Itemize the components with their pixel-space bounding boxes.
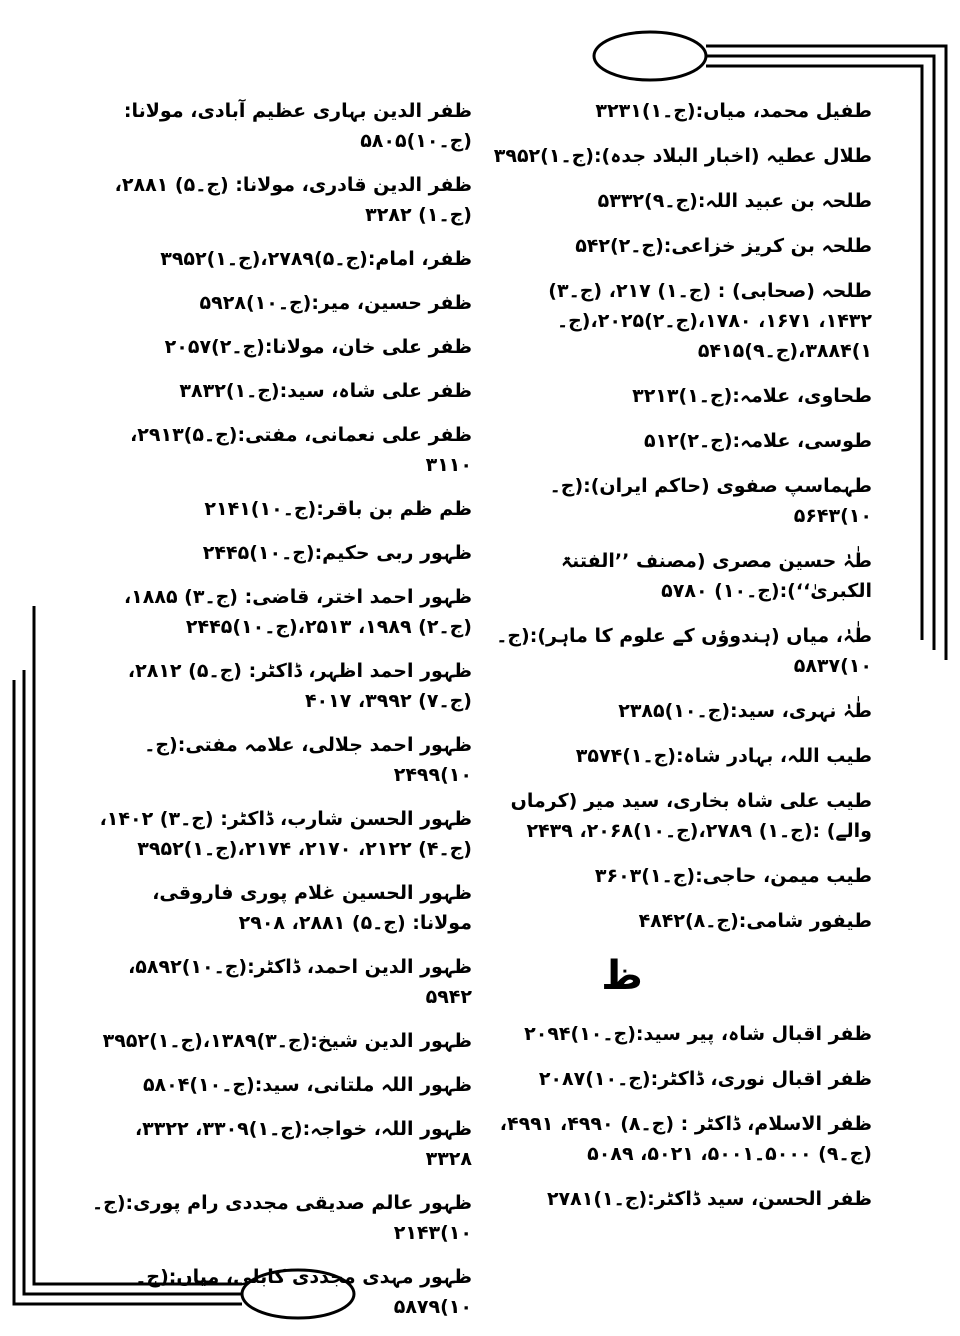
index-entry: طیب میمن، حاجی:(ج۔۱)۳۶۰۳ [594,865,872,887]
index-column-left [92,96,472,1336]
index-entry: ظفر علی خان، مولانا:(ج۔۲)۲۰۵۷ [164,336,472,358]
index-entry: طٰہٰ حسین مصری (مصنف ’’الفتنۃ الکبریٰ‘‘):(ج۔۱۰) ۵۷۸۰ [560,550,872,602]
index-entry: طوسی، علامہ:(ج۔۲)۵۱۲ [643,430,872,452]
index-entry: ظفر، امام:(ج۔۵)۲۷۸۹،(ج۔۱)۳۹۵۲ [160,248,472,270]
index-entry: ظہور احمد جلالی، علامہ مفتی:(ج۔۱۰)۲۴۹۹ [144,734,472,786]
index-entry: طیب علی شاہ بخاری، سید میر (کرماں والے) :(ج۔۱) ۲۷۸۹،(ج۔۱۰)۲۰۶۸، ۲۴۳۹ [510,790,872,842]
index-entry: ظفر اقبال نوری، ڈاکٹر:(ج۔۱۰)۲۰۸۷ [538,1068,872,1090]
index-entry: طلال عطیہ (اخبار البلاد جدہ):(ج۔۱)۳۹۵۲ [493,145,872,167]
index-entry: ظہور احمد اختر، قاضی: (ج۔۳) ۱۸۸۵، (ج۔۲) ۱۹۸۹، ۲۵۱۳،(ج۔۱۰)۲۴۴۵ [123,586,472,638]
index-entry: ظفر الحسن، سید ڈاکٹر:(ج۔۱)۲۷۸۱ [546,1188,872,1210]
index-entry: طیفور شامی:(ج۔۸)۴۸۴۲ [638,910,872,932]
section-letter-heading: ظ [601,953,643,999]
index-entry: ظہور اللہ، خواجہ:(ج۔۱)۳۳۰۹، ۳۳۲۲، ۳۳۲۸ [134,1118,472,1170]
index-entry: طحاوی، علامہ:(ج۔۱)۳۲۱۳ [632,385,872,407]
index-entry: ظہور الدین شیخ:(ج۔۳)۱۳۸۹،(ج۔۱)۳۹۵۲ [102,1030,472,1052]
index-entry: ظفر اقبال شاہ، پیر سید:(ج۔۱۰)۲۰۹۴ [524,1023,872,1045]
index-entry: ظفر الدین بہاری عظیم آبادی، مولانا:(ج۔۱۰)۵۸۰۵ [123,100,472,152]
index-entry: ظفر حسین، میر:(ج۔۱۰)۵۹۲۸ [199,292,472,314]
index-entry: طلحہ بن کریز خزاعی:(ج۔۲)۵۴۲ [575,235,872,257]
index-entry: ظہور الحسین غلام پوری فاروقی، مولانا: (ج۔۵) ۲۸۸۱، ۲۹۰۸ [152,882,472,934]
index-entry: طلحہ (صحابی) : (ج۔۱) ۲۱۷، (ج۔۳) ۱۴۳۲، ۱۶۷۱، ۱۷۸۰،(ج۔۲)۲۰۲۵،(ج۔۱)۳۸۸۴،(ج۔۹)۵۴۱۵ [548,280,872,362]
index-entry: ظہور ربی حکیم:(ج۔۱۰)۲۴۴۵ [202,542,472,564]
index-entry: طہماسپ صفوی (حاکم ایران):(ج۔۱۰)۵۶۴۳ [549,475,872,527]
index-entry: ظفر الدین قادری، مولانا: (ج۔۵) ۲۸۸۱، (ج۔۱) ۳۲۸۲ [114,174,472,226]
index-entry: طٰہٰ، میاں (ہندوؤں کے علوم کا ماہر):(ج۔۱۰)۵۸۳۷ [496,625,872,677]
index-entry: طٰہٰ نہری، سید:(ج۔۱۰)۲۳۸۵ [618,700,872,722]
index-entry: ظہور احمد اظہر، ڈاکٹر: (ج۔۵) ۲۸۱۲، (ج۔۷) ۳۹۹۲، ۴۰۱۷ [127,660,472,712]
index-entry: ظہور عالم صدیقی مجددی رام پوری:(ج۔۱۰)۲۱۴۳ [92,1192,472,1244]
index-column-right [492,96,872,1229]
index-entry: ظہور مہدی مجددی کابلی، میاں:(ج۔۱۰)۵۸۷۹ [135,1266,472,1318]
index-entry: ظہور الدین احمد، ڈاکٹر:(ج۔۱۰)۵۸۹۲، ۵۹۴۲ [128,956,472,1008]
index-entry: طیب اللہ، بہادر شاہ:(ج۔۱)۳۵۷۴ [575,745,872,767]
index-entry: ظم ظم بن باقر:(ج۔۱۰)۲۱۴۱ [204,498,472,520]
index-entry: ظہور اللہ ملتانی، سید:(ج۔۱۰)۵۸۰۴ [142,1074,472,1096]
index-entry: ظفر علی نعمانی، مفتی:(ج۔۵)۲۹۱۳، ۳۱۱۰ [130,424,472,476]
index-entry: طفیل محمد، میاں:(ج۔۱)۳۲۳۱ [595,100,872,122]
top-oval-ornament [594,32,706,80]
index-entry: طلحہ بن عبید اللہ:(ج۔۹)۵۳۳۲ [597,190,872,212]
index-entry: ظہور الحسن شارب، ڈاکٹر: (ج۔۳) ۱۴۰۲، (ج۔۴) ۲۱۲۲، ۲۱۷۰، ۲۱۷۴،(ج۔۱)۳۹۵۲ [99,808,472,860]
index-entry: ظفر الاسلام، ڈاکٹر : (ج۔۸) ۴۹۹۰، ۴۹۹۱، (ج۔۹) ۵۰۰۰۔۵۰۰۱، ۵۰۲۱، ۵۰۸۹ [499,1113,872,1165]
index-entry: ظفر علی شاہ، سید:(ج۔۱)۳۸۳۲ [179,380,472,402]
